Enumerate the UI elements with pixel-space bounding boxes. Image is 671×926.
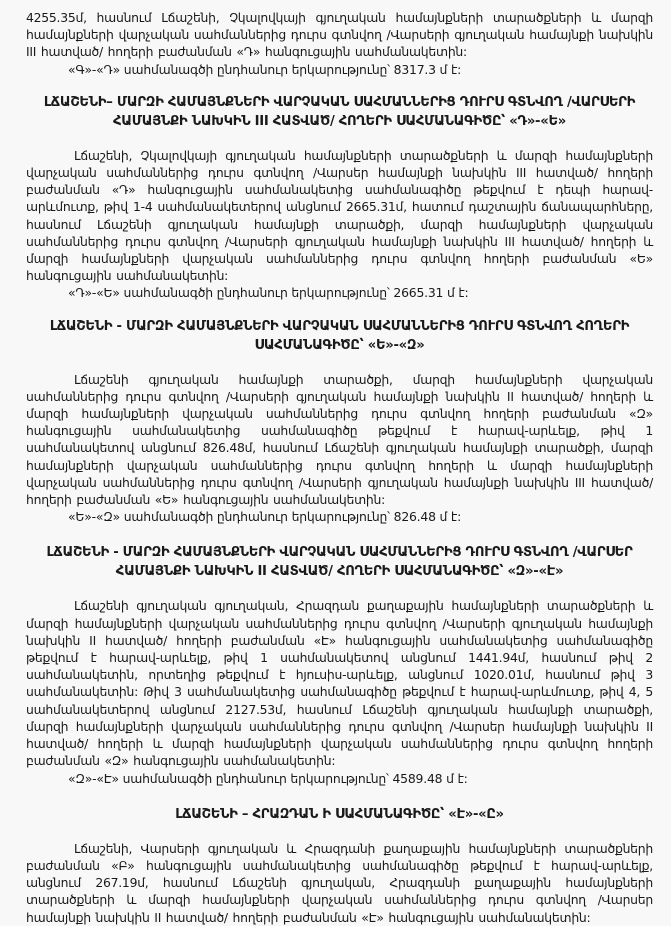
section-heading-e-l: ԼՃԱՇԵՆԻ – ՀՐԱԶԴԱՆ Ի ՍԱՀՄԱՆԱԳԻԾԸ՝ «Է»-«Ը» [175,806,504,822]
section-paragraph-d-e: Լճաշենի, Չկալովկայի գյուղական համայնքների տարածքների և մարզի համայնքների վարչական սահմաններից դուրս գտնվող /Վարսեր համայնքի նախկին III հատված/ հողերի բաժանման «Դ» հանգուցային սահմանակետից սահմանագիծը թեքվում է դեպի հարավ-արևմուտք, թիվ 1-4 սահմանակետերով անցնում 2665.31մ, հատում դաշտային ճանապարհները, հասնում Լճաշենի գյուղական համայնքի տարածքի, մարզի համայնքների վարչական սահմաններից դուրս գտնվող /Վարսերի գյուղական համայնքի նախկին III հատված/ հողերի և մարզի համայնքների վարչական սահմաններից դուրս գտնվող հողերի բաժանման «Ե» հանգուցային սահմանակետին: [26,147,653,284]
spacer [26,525,653,543]
section-total-e-z: «Ե»-«Զ» սահմանագծի ընդհանուր երկարությունը՝ 826.48 մ է: [68,509,462,525]
section-heading-d-e: ԼՃԱՇԵՆԻ– ՄԱՐԶԻ ՀԱՄԱՅՆՔՆԵՐԻ ՎԱՐՉԱԿԱՆ ՍԱՀՄԱՆՆԵՐԻՑ ԴՈՒՐՍ ԳՏՆՎՈՂ /ՎԱՐՍԵՐԻ ՀԱՄԱՅՆՔԻ ՆԱԽԿԻՆ III ՀԱՏՎԱԾ/ ՀՈՂԵՐԻ ՍԱՀՄԱՆԱԳԻԾԸ՝ «Դ»-«Ե» [43,94,636,129]
section-total-d-e: «Դ»-«Ե» սահմանագծի ընդհանուր երկարությունը՝ 2665.31 մ է: [68,285,469,301]
section-paragraph-e-l: Լճաշենի, Վարսերի գյուղական և Հրազդանի քաղաքային համայնքների տարածքների բաժանման «Բ» հանգուցային սահմանակետից սահմանագիծը թեքվում է հարավ-արևելք, անցնում 267.19մ, հասնում Լճաշենի գյուղական, Հրազդանի քաղաքային համայնքների տարածքների և մարզի համայնքների վարչական սահմաններից դուրս գտնվող /Վարսեր համայնքի նախկին II հատված/ հողերի բաժանման «Է» հանգուցային սահմանակետին: [26,840,653,925]
spacer [26,355,653,371]
spacer [26,581,653,597]
section-total-z-e: «Զ»-«Է» սահմանագծի ընդհանուր երկարությունը՝ 4589.48 մ է: [68,770,468,786]
spacer [26,131,653,147]
section-heading-z-e: ԼՃԱՇԵՆԻ - ՄԱՐԶԻ ՀԱՄԱՅՆՔՆԵՐԻ ՎԱՐՉԱԿԱՆ ՍԱՀՄԱՆՆԵՐԻՑ ԴՈՒՐՍ ԳՏՆՎՈՂ /ՎԱՐՍԵՐ ՀԱՄԱՅՆՔԻ ՆԱԽԿԻՆ II ՀԱՏՎԱԾ/ ՀՈՂԵՐԻ ՍԱՀՄԱՆԱԳԻԾԸ՝ «Զ»-«Է» [46,545,633,580]
intro-paragraph: 4255.35մ, հասնում Լճաշենի, Չկալովկայի գյուղական համայնքների տարածքների և մարզի համայնքների վարչական սահմաններից դուրս գտնվող /Վարսերի գյուղական համայնքի նախկին III հատված/ հողերի բաժանման «Դ» հանգուցային սահմանակետին: [26,10,653,60]
section-paragraph-z-e: Լճաշենի գյուղական գյուղական, Հրազդան քաղաքային համայնքների տարածքների և մարզի համայնքների վարչական սահմաններից դուրս գտնվող /Վարսերի գյուղական համայնքի նախկին II հատված/ հողերի բաժանման «Է» հանգուցային սահմանակետից սահմանագիծը թեքվում է հարավ-արևելք, թիվ 1 սահմանակետով անցնում 1441.94մ, հասնում թիվ 2 սահմանակետին, որտեղից թեքվում է հյուսիս-արևելք, անցնում 1020.01մ, հասնում թիվ 3 սահմանակետին: Թիվ 3 սահմանակետից սահմանագիծը թեքվում է հարավ-արևմուտք, թիվ 4, 5 սահմանակետերով անցնում 2127.53մ, հասնում Լճաշենի գյուղական համայնքի տարածքի, մարզի համայնքների վարչական սահմաններից դուրս գտնվող /Վարսեր համայնքի նախկին II հատված/ հողերի և մարզի համայնքների վարչական սահմաններից դուրս գտնվող հողերի բաժանման «Զ» հանգուցային սահմանակետին: [26,598,653,769]
intro-total-length: «Գ»-«Դ» սահմանագծի ընդհանուր երկարությունը՝ 8317.3 մ է: [68,61,462,77]
spacer [26,787,653,805]
spacer [26,824,653,840]
spacer [26,78,653,93]
spacer [26,302,653,317]
section-heading-e-z: ԼՃԱՇԵՆԻ - ՄԱՐԶԻ ՀԱՄԱՅՆՔՆԵՐԻ ՎԱՐՉԱԿԱՆ ՍԱՀՄԱՆՆԵՐԻՑ ԴՈՒՐՍ ԳՏՆՎՈՂ ՀՈՂԵՐԻ ՍԱՀՄԱՆԱԳԻԾԸ՝ «Ե»-«Զ» [49,318,630,353]
section-paragraph-e-z: Լճաշենի գյուղական համայնքի տարածքի, մարզի համայնքների վարչական սահմաններից դուրս գտնվող /Վարսերի գյուղական համայնքի նախկին II հատված/ հողերի և մարզի համայնքների վարչական սահմաններից դուրս գտնվող հողերի բաժանման «Զ» հանգուցային սահմանակետից սահմանագիծը թեքվում է հարավ-արևելք, թիվ 1 սահմանակետով անցնում 826.48մ, հասնում Լճաշենի գյուղական համայնքի տարածքի, մարզի համայնքների վարչական սահմաններից դուրս գտնվող հողերի և մարզի համայնքների վարչական սահմաններից դուրս գտնվող /Վարսերի գյուղական համայնքի նախկին III հատված/ հողերի բաժանման «Ե» հանգուցային սահմանակետին: [26,371,653,508]
